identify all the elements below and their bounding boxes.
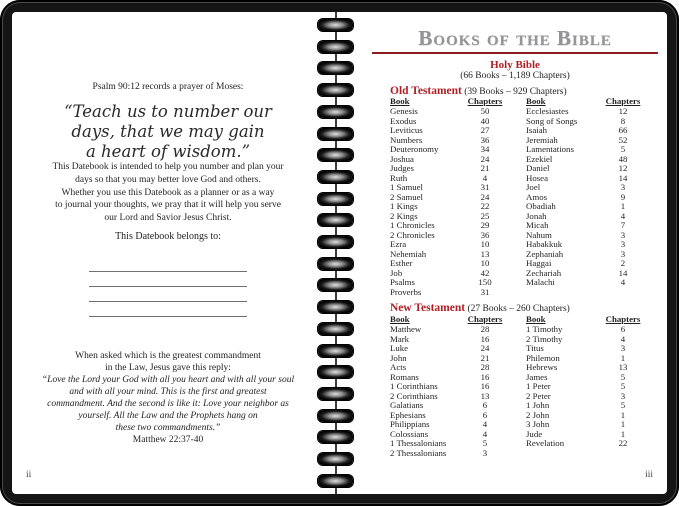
chapter-count: 21 <box>480 352 490 363</box>
commandment-quote-line: commandment. And the second is like it: Love your neighbor as <box>47 399 289 409</box>
chapter-count: 1 <box>620 419 626 429</box>
book-name: Proverbs <box>390 286 422 297</box>
book-name: Philippians <box>390 419 430 429</box>
paragraph-line: days so that you may better love God and others. <box>75 174 261 185</box>
chapter-count: 5 <box>620 144 626 154</box>
book-name: James <box>526 371 548 382</box>
book-name: Titus <box>526 343 544 353</box>
book-name: 2 Kings <box>390 210 418 221</box>
chapter-count: 3 <box>482 447 488 458</box>
book-name: Lamentations <box>526 144 574 154</box>
book-name: Daniel <box>526 163 550 173</box>
chapter-count: 8 <box>620 115 626 126</box>
chapter-count: 4 <box>620 210 626 221</box>
chapter-count: 1 <box>620 428 626 439</box>
spiral-coil <box>318 388 353 400</box>
book-name: Isaiah <box>526 125 548 135</box>
chapter-count: 28 <box>480 362 490 372</box>
chapter-count: 4 <box>482 172 488 183</box>
book-name: Ezra <box>390 239 407 249</box>
paragraph-line: to journal your thoughts, we pray that it will help you serve <box>55 200 281 211</box>
paragraph-line: Whether you use this Datebook as a planner or as a way <box>61 187 275 198</box>
quote-line: “Teach us to number our <box>64 102 272 121</box>
belongs-label: This Datebook belongs to: <box>115 231 221 242</box>
right-page <box>372 12 658 494</box>
chapter-count: 12 <box>618 163 628 173</box>
book-name: Mark <box>390 333 410 344</box>
chapter-count: 3 <box>620 248 626 259</box>
paragraph-line: our Lord and Savior Jesus Christ. <box>104 213 232 224</box>
chapter-count: 4 <box>620 333 626 344</box>
chapter-count: 48 <box>618 153 628 164</box>
table-row <box>390 164 514 174</box>
commandment-intro-line: in the Law, Jesus gave this reply: <box>105 363 231 373</box>
commandment-quote-line: and with all your mind. This is the first and greatest <box>69 387 267 397</box>
spiral-coil <box>318 258 353 270</box>
book-name: Hebrews <box>526 362 558 372</box>
chapter-count: 3 <box>620 390 626 401</box>
book-name: Genesis <box>390 106 418 116</box>
write-in-line <box>89 287 247 302</box>
title-rule <box>372 52 658 54</box>
holy-bible-title: Holy Bible <box>490 59 540 71</box>
chapter-count: 34 <box>480 144 490 154</box>
ot-right-rows <box>526 107 654 288</box>
book-name: 1 Samuel <box>390 182 423 192</box>
chapter-count: 31 <box>480 286 490 297</box>
book-name: Joel <box>526 182 541 192</box>
chapter-count: 14 <box>618 267 628 278</box>
spiral-coil <box>318 106 353 118</box>
chapter-count: 22 <box>618 438 628 448</box>
book-name: Judges <box>390 163 414 173</box>
write-in-line <box>89 272 247 287</box>
chapter-count: 42 <box>480 267 490 278</box>
book-name: 2 Peter <box>526 390 551 401</box>
book-name: Job <box>390 267 403 278</box>
page-title: Books of the Bible <box>418 26 612 50</box>
book-name: Zechariah <box>526 267 562 278</box>
book-name: Habakkuk <box>526 239 563 249</box>
open-datebook-spread <box>12 12 667 494</box>
commandment-quote <box>24 374 312 434</box>
table-row <box>526 335 654 345</box>
book-name: Jude <box>526 428 543 439</box>
quote-line: days, that we may gain <box>71 122 265 141</box>
spiral-coil <box>318 323 353 335</box>
book-name: 1 Peter <box>526 381 551 391</box>
book-name: Leviticus <box>390 125 423 135</box>
book-name: Ecclesiastes <box>526 106 569 116</box>
book-name: 2 Samuel <box>390 191 423 202</box>
book-name: Song of Songs <box>526 115 578 126</box>
book-name: Romans <box>390 371 419 382</box>
commandment-quote-line: “Love the Lord your God with all you heart and with all your soul <box>41 375 295 385</box>
book-name: Luke <box>390 343 409 353</box>
write-in-line <box>89 302 247 317</box>
datebook-description <box>24 161 312 225</box>
commandment-block <box>24 350 312 446</box>
book-name: 3 John <box>526 419 550 429</box>
chapter-count: 24 <box>480 343 490 353</box>
chapter-count: 5 <box>620 400 626 410</box>
chapter-count: 28 <box>480 324 490 334</box>
chapter-count: 16 <box>480 381 490 391</box>
write-in-line <box>89 257 247 272</box>
book-name: Nehemiah <box>390 248 427 259</box>
book-header: Book <box>390 96 410 106</box>
spiral-coil <box>318 84 353 96</box>
book-name: Matthew <box>390 324 422 334</box>
chapter-count: 4 <box>482 419 488 429</box>
chapter-count: 6 <box>482 400 488 410</box>
table-row <box>526 439 654 449</box>
table-row <box>526 174 654 184</box>
chapter-count: 10 <box>480 258 490 268</box>
new-testament-label: New Testament <box>390 302 466 314</box>
nt-left-columns <box>390 315 514 458</box>
chapter-count: 52 <box>618 134 628 145</box>
book-name: Joshua <box>390 153 414 164</box>
table-row <box>526 278 654 288</box>
chapter-count: 36 <box>480 229 490 240</box>
book-name: 2 John <box>526 409 550 420</box>
commandment-quote-line: these two commandments.” <box>115 423 221 433</box>
book-name: Malachi <box>526 277 555 287</box>
new-testament-subtitle: (27 Books – 260 Chapters) <box>467 304 570 314</box>
book-name: 2 Timothy <box>526 333 563 344</box>
spiral-coil <box>318 431 353 443</box>
spiral-coil <box>318 410 353 422</box>
nt-right-columns <box>526 315 654 458</box>
spiral-coil <box>318 366 353 378</box>
chapter-count: 21 <box>480 163 490 173</box>
chapter-count: 3 <box>620 229 626 240</box>
chapter-count: 13 <box>480 390 490 401</box>
chapter-count: 25 <box>480 210 490 221</box>
old-testament-table <box>390 97 654 297</box>
book-name: Haggai <box>526 258 552 268</box>
table-row <box>390 231 514 241</box>
chapter-count: 4 <box>482 428 488 439</box>
chapter-count: 36 <box>480 134 490 145</box>
old-testament-label: Old Testament <box>390 85 462 97</box>
book-name: 1 Timothy <box>526 324 563 334</box>
commandment-intro <box>24 350 312 374</box>
commandment-intro-line: When asked which is the greatest commandment <box>75 351 261 361</box>
spiral-coil <box>318 475 353 487</box>
psalm-quote <box>24 102 312 162</box>
chapters-header: Chapters <box>605 314 641 324</box>
book-name: Ezekiel <box>526 153 553 164</box>
nt-right-rows <box>526 325 654 449</box>
book-name: Nahum <box>526 229 552 240</box>
chapter-count: 24 <box>480 191 490 202</box>
book-name: Colossians <box>390 428 429 439</box>
psalm-intro: Psalm 90:12 records a prayer of Moses: <box>92 82 244 92</box>
chapter-count: 16 <box>480 333 490 344</box>
book-name: Philemon <box>526 352 560 363</box>
chapter-count: 3 <box>620 343 626 353</box>
owner-write-in-lines <box>24 257 312 317</box>
ot-right-columns <box>526 97 654 297</box>
chapter-count: 12 <box>618 106 628 116</box>
book-name: 1 Thessalonians <box>390 438 447 448</box>
chapter-count: 7 <box>620 220 626 230</box>
book-name: Galatians <box>390 400 424 410</box>
book-name: Zephaniah <box>526 248 564 259</box>
book-name: Amos <box>526 191 548 202</box>
book-header: Book <box>390 314 410 324</box>
table-row <box>390 449 514 459</box>
spiral-coil <box>318 41 353 53</box>
chapter-count: 40 <box>480 115 490 126</box>
spiral-coil <box>318 128 353 140</box>
chapter-count: 29 <box>480 220 490 230</box>
spiral-coil <box>318 214 353 226</box>
chapter-count: 5 <box>620 371 626 382</box>
book-name: Micah <box>526 220 549 230</box>
book-name: 2 Thessalonians <box>390 447 447 458</box>
book-name: Obadiah <box>526 201 556 211</box>
chapter-count: 22 <box>480 201 490 211</box>
left-page <box>24 12 312 494</box>
chapter-count: 5 <box>620 381 626 391</box>
new-testament-heading <box>390 302 658 314</box>
chapter-count: 3 <box>620 239 626 249</box>
chapter-count: 27 <box>480 125 490 135</box>
book-name: 1 Corinthians <box>390 381 438 391</box>
ot-left-columns <box>390 97 514 297</box>
chapter-count: 13 <box>480 248 490 259</box>
book-name: Acts <box>390 362 407 372</box>
holy-bible-heading <box>372 59 658 81</box>
nt-left-rows <box>390 325 514 458</box>
right-page-number: iii <box>645 470 653 480</box>
chapter-count: 6 <box>482 409 488 420</box>
book-header: Book <box>526 314 546 324</box>
book-name: Numbers <box>390 134 423 145</box>
chapter-count: 1 <box>620 352 626 363</box>
chapter-count: 4 <box>620 277 626 287</box>
chapter-count: 50 <box>480 106 490 116</box>
table-row <box>390 335 514 345</box>
chapter-count: 2 <box>620 258 626 268</box>
table-row <box>390 354 514 364</box>
table-row <box>526 420 654 430</box>
chapter-count: 24 <box>480 153 490 164</box>
chapter-count: 150 <box>478 277 492 287</box>
chapter-count: 1 <box>620 409 626 420</box>
book-name: Hosea <box>526 172 548 183</box>
book-name: Revelation <box>526 438 565 448</box>
book-name: 1 Kings <box>390 201 418 211</box>
book-name: Esther <box>390 258 413 268</box>
chapter-count: 31 <box>480 182 490 192</box>
spiral-coil <box>318 62 353 74</box>
chapter-count: 16 <box>480 371 490 382</box>
chapter-count: 9 <box>620 191 626 202</box>
book-header: Book <box>526 96 546 106</box>
new-testament-table <box>390 315 654 458</box>
spiral-coil <box>318 171 353 183</box>
chapters-header: Chapters <box>605 96 641 106</box>
chapter-count: 6 <box>620 324 626 334</box>
chapter-count: 3 <box>620 182 626 192</box>
spiral-coil <box>318 193 353 205</box>
chapter-count: 1 <box>620 201 626 211</box>
book-name: Exodus <box>390 115 417 126</box>
book-name: Ephesians <box>390 409 426 420</box>
scripture-reference: Matthew 22:37-40 <box>132 435 204 445</box>
book-name: John <box>390 352 407 363</box>
chapter-count: 10 <box>480 239 490 249</box>
spiral-coil <box>318 453 353 465</box>
ot-left-rows <box>390 107 514 297</box>
chapter-count: 5 <box>482 438 488 448</box>
holy-bible-subtitle: (66 Books – 1,189 Chapters) <box>460 71 570 81</box>
spiral-coil <box>318 236 353 248</box>
paragraph-line: This Datebook is intended to help you number and plan your <box>52 162 284 172</box>
book-name: 2 Chronicles <box>390 229 435 240</box>
book-name: 2 Corinthians <box>390 390 438 401</box>
spiral-coil <box>318 301 353 313</box>
table-row <box>390 288 514 298</box>
book-name: Ruth <box>390 172 408 183</box>
book-name: Jeremiah <box>526 134 558 145</box>
spiral-coil <box>318 149 353 161</box>
chapters-header: Chapters <box>467 314 503 324</box>
spiral-coil <box>318 19 353 31</box>
book-name: Deuteronomy <box>390 144 439 154</box>
commandment-quote-line: yourself. All the Law and the Prophets hang on <box>78 411 258 421</box>
chapter-count: 66 <box>618 125 628 135</box>
chapters-header: Chapters <box>467 96 503 106</box>
spiral-coil <box>318 279 353 291</box>
old-testament-subtitle: (39 Books – 929 Chapters) <box>464 87 567 97</box>
table-row <box>390 344 514 354</box>
left-page-number: ii <box>26 470 32 480</box>
book-name: Psalms <box>390 277 415 287</box>
book-name: 1 Chronicles <box>390 220 435 230</box>
book-name: 1 John <box>526 400 550 410</box>
spiral-coil <box>318 345 353 357</box>
chapter-count: 13 <box>618 362 628 372</box>
chapter-count: 14 <box>618 172 628 183</box>
table-row <box>390 259 514 269</box>
book-name: Jonah <box>526 210 547 221</box>
quote-line: a heart of wisdom.” <box>85 142 251 161</box>
